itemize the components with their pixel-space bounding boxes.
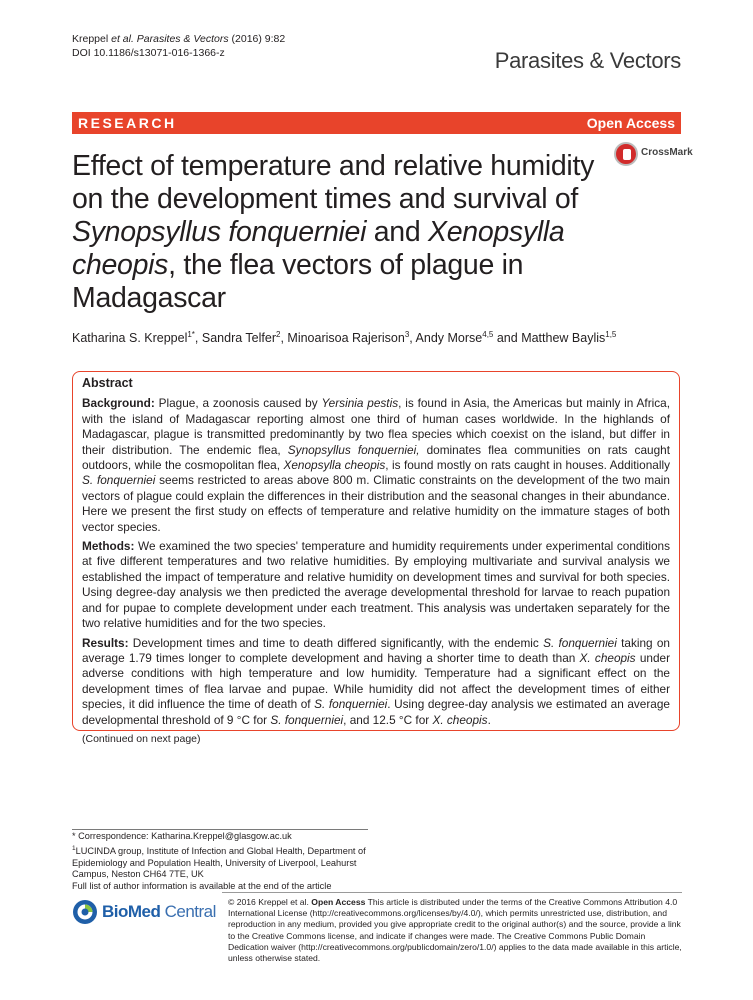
correspondence: * Correspondence: Katharina.Kreppel@glasgow.ac.uk [72,831,292,841]
author-list [72,327,682,346]
abstract-box [72,371,680,745]
article-title: Effect of temperature and relative humidity on the development times and survival of Synopsyllus fonquerniei and Xenopsylla cheopis, the flea vectors of plague in Madagascar [72,150,595,314]
author: Sandra Telfer$^2$, [201,330,288,346]
abstract-methods: Methods: We examined the two species' temperature and humidity requirements under experimental conditions at five different temperatures and two relative humidities. By employing multivariate and survival analysis we established the impact of temperature and relative humidity on development times and survival for both species. Using degree-day analysis we then predicted the average developmental threshold for larvae to reach pupation and for pupae to complete development under each treatment. This analysis was undertaken separately for the two relative humidities and for the two species. [82,539,670,631]
article-type: RESEARCH [78,115,177,131]
author: Minoarisoa Rajerison$^3$, [287,330,416,346]
crossmark-label: CrossMark [641,147,693,158]
abstract-heading: Abstract [82,376,133,390]
doi: DOI 10.1186/s13071-016-1366-z [72,47,225,59]
crossmark-icon [614,142,638,166]
citation: Kreppel et al. Parasites & Vectors (2016) 9:82 DOI 10.1186/s13071-016-1366-z [72,33,286,59]
footnotes [72,831,372,893]
open-access-label: Open Access [586,115,675,131]
author: Katharina S. Kreppel$^{1*}$, [72,330,202,346]
continued-note: (Continued on next page) [82,732,201,745]
publisher-logo: BioMed Central [72,898,217,926]
biomed-central-logo-icon [72,899,98,925]
article-type-banner [72,112,681,134]
author-info-note: Full list of author information is available at the end of the article [72,881,332,892]
license-divider [222,892,682,893]
footnote-divider [72,829,368,830]
author: Matthew Baylis$^{1,5}$ [521,330,617,346]
affiliation: $^1$LUCINDA group, Institute of Infection and Global Health, Department of Epidemiology and Population Health, University of Liverpool, Leahurst Campus, Neston CH64 7TE, UK [72,844,366,880]
license-text: © 2016 Kreppel et al. Open Access This article is distributed under the terms of the Creative Commons Attribution 4.0 International License (http://creativecommons.org/licenses/by/4.0/), which permits unrestricted use, distribution, and reproduction in any medium, provided you give appropriate credit to the original author(s) and the source, provide a link to the Creative Commons license, and indicate if changes were made. The Creative Commons Public Domain Dedication waiver (http://creativecommons.org/publicdomain/zero/1.0/) applies to the data made available in this article, unless otherwise stated. [228,897,682,964]
author: Andy Morse$^{4,5}$ and [415,330,522,346]
abstract-results: Results: Development times and time to death differed significantly, with the endemic S. fonquerniei taking on average 1.79 times longer to complete development and having a shorter time to death than X. cheopis under adverse conditions with high temperature and low humidity. Temperature had a significant effect on the development times of flea larvae and pupae. While humidity did not affect the development times of either species, it did influence the time of death of S. fonquerniei. Using degree-day analysis we estimated an average developmental threshold of 9 °C for S. fonquerniei, and 12.5 °C for X. cheopis. [82,635,670,727]
abstract-background: Background: Plague, a zoonosis caused by Yersinia pestis, is found in Asia, the Americas but mainly in Africa, with the island of Madagascar reporting almost one third of human cases worldwide. In the highlands of Madagascar, plague is transmitted predominantly by two flea species which coexist on the island, but differ in their distribution. The endemic flea, Synopsyllus fonquerniei, dominates flea communities on rats caught outdoors, while the cosmopolitan flea, Xenopsylla cheopis, is found mostly on rats caught in houses. Additionally S. fonquerniei seems restricted to areas above 800 m. Climatic constraints on the development of the two main vectors of plague could explain the differences in their distribution and the seasonal changes in their abundance. Here we present the first study on effects of temperature and relative humidity on the immature stages of both vector species. [82,396,670,534]
journal-name: Parasites & Vectors [494,48,681,73]
crossmark-badge[interactable] [614,142,694,174]
